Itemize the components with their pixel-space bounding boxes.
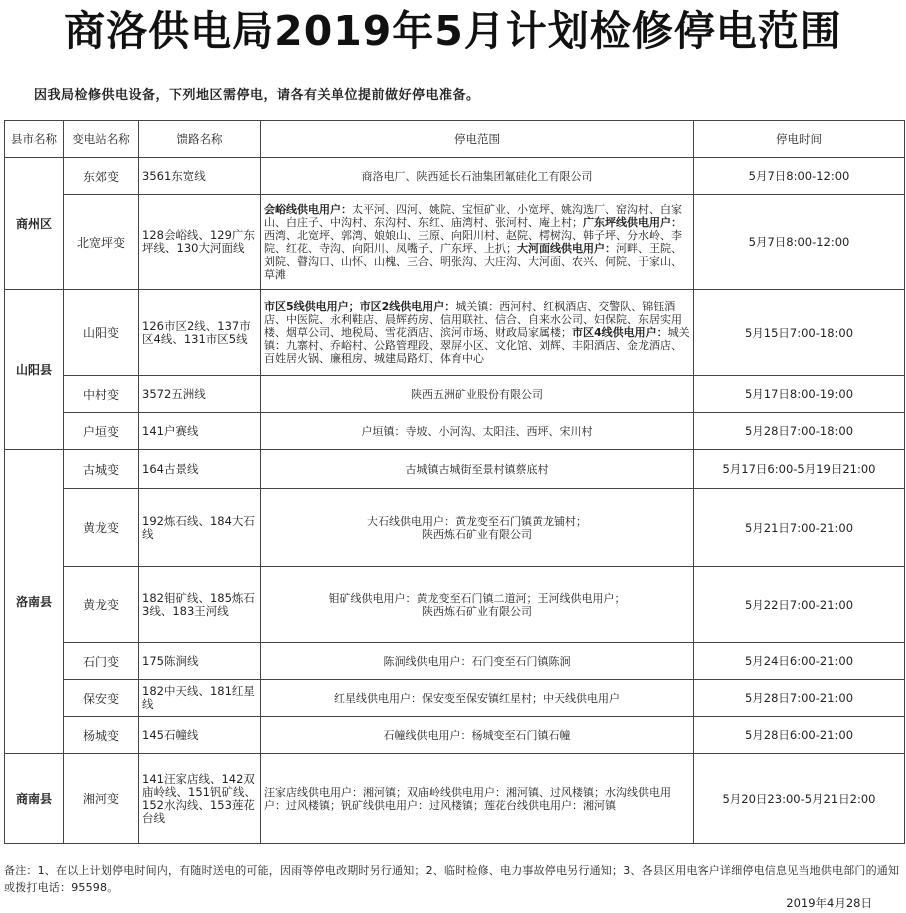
header-line: 馈路名称 <box>139 121 261 158</box>
station-cell: 石门变 <box>64 643 139 680</box>
county-cell: 商州区 <box>5 158 64 290</box>
issue-date: 2019年4月28日 <box>786 896 872 910</box>
scope-text: 陈涧线供电用户：石门变至石门镇陈涧 <box>383 654 571 668</box>
header-scope: 停电范围 <box>261 121 694 158</box>
station-cell: 保安变 <box>64 680 139 717</box>
table-row <box>5 290 905 376</box>
scope-text: 大石线供电用户：黄龙变至石门镇黄龙铺村； <box>367 514 587 528</box>
time-cell: 5月21日7:00-21:00 <box>694 489 905 567</box>
time-cell: 5月17日6:00-5月19日21:00 <box>694 450 905 489</box>
scope-cell <box>261 290 694 376</box>
header-county: 县市名称 <box>5 121 64 158</box>
scope-cell <box>261 717 694 754</box>
scope-text: 陕西炼石矿业有限公司 <box>422 604 532 618</box>
time-cell: 5月28日7:00-18:00 <box>694 413 905 450</box>
station-cell: 黄龙变 <box>64 567 139 643</box>
station-cell: 湘河变 <box>64 754 139 844</box>
scope-text: 商洛电厂、陕西延长石油集团氟硅化工有限公司 <box>361 169 593 183</box>
scope-cell <box>261 413 694 450</box>
table-row <box>5 376 905 413</box>
county-cell: 洛南县 <box>5 450 64 754</box>
scope-text: 太平河、四河、姚院、宝恒矿业、小宽坪、姚沟选厂、窑沟村、白家山、白庄子、中沟村、东沟村、东红、庙湾村、张河村、庵上村； <box>264 203 682 229</box>
station-cell: 山阳变 <box>64 290 139 376</box>
scope-cell <box>261 680 694 717</box>
table-row <box>5 195 905 290</box>
station-cell: 杨城变 <box>64 717 139 754</box>
table-row <box>5 489 905 567</box>
header-time: 停电时间 <box>694 121 905 158</box>
scope-heading: 会峪线供电用户： <box>264 203 352 216</box>
table-row <box>5 450 905 489</box>
scope-cell <box>261 450 694 489</box>
feeder-line-cell: 141汪家店线、142双庙岭线、151钒矿线、152水沟线、153莲花台线 <box>139 754 261 844</box>
scope-heading: 市区4线供电用户： <box>572 326 668 339</box>
station-cell: 户垣变 <box>64 413 139 450</box>
page-title: 商洛供电局2019年5月计划检修停电范围 <box>64 7 842 55</box>
feeder-line-cell: 164古景线 <box>139 450 261 489</box>
time-cell: 5月22日7:00-21:00 <box>694 567 905 643</box>
time-cell: 5月28日6:00-21:00 <box>694 717 905 754</box>
scope-text: 户垣镇：寺坡、小河沟、太阳洼、西坪、宋川村 <box>361 424 593 438</box>
table-row <box>5 158 905 195</box>
feeder-line-cell: 175陈涧线 <box>139 643 261 680</box>
time-cell: 5月15日7:00-18:00 <box>694 290 905 376</box>
table-row <box>5 754 905 844</box>
time-cell: 5月7日8:00-12:00 <box>694 158 905 195</box>
feeder-line-cell: 126市区2线、137市区4线、131市区5线 <box>139 290 261 376</box>
station-cell: 北宽坪变 <box>64 195 139 290</box>
scope-heading: 广东坪线供电用户： <box>583 216 682 229</box>
notes <box>4 862 904 896</box>
station-cell: 古城变 <box>64 450 139 489</box>
scope-cell <box>261 489 694 567</box>
table-header-row <box>5 121 905 158</box>
table-row <box>5 717 905 754</box>
scope-text: 陕西五洲矿业股份有限公司 <box>411 387 543 401</box>
header-station: 变电站名称 <box>64 121 139 158</box>
scope-cell <box>261 643 694 680</box>
scope-cell <box>261 376 694 413</box>
feeder-line-cell: 192炼石线、184大石线 <box>139 489 261 567</box>
scope-text: 红星线供电用户：保安变至保安镇红星村；中天线供电用户 <box>334 691 620 705</box>
scope-heading: 市区5线供电用户；市区2线供电用户： <box>264 300 456 313</box>
feeder-line-cell: 128会峪线、129广东坪线、130大河面线 <box>139 195 261 290</box>
station-cell: 东郊变 <box>64 158 139 195</box>
scope-text: 古城镇古城街至景村镇蔡底村 <box>405 462 549 476</box>
scope-cell <box>261 567 694 643</box>
notes-text: 备注：1、在以上计划停电时间内，有随时送电的可能，因雨等停电改期时另行通知；2、临时检修、电力事故停电另行通知；3、各县区用电客户详细停电信息见当地供电部门的通知或拨打电话：95598。 <box>4 864 900 894</box>
feeder-line-cell: 145石幢线 <box>139 717 261 754</box>
table-row <box>5 567 905 643</box>
intro-text: 因我局检修供电设备，下列地区需停电，请各有关单位提前做好停电准备。 <box>34 88 480 103</box>
time-cell: 5月7日8:00-12:00 <box>694 195 905 290</box>
scope-text: 陕西炼石矿业有限公司 <box>422 527 532 541</box>
scope-text: 汪家店线供电用户：湘河镇；双庙岭线供电用户：湘河镇、过风楼镇；水沟线供电用户：过风楼镇；钒矿线供电用户：过风楼镇；莲花台线供电用户：湘河镇 <box>264 785 671 812</box>
scope-cell <box>261 195 694 290</box>
scope-cell <box>261 754 694 844</box>
time-cell: 5月24日6:00-21:00 <box>694 643 905 680</box>
table-row <box>5 413 905 450</box>
station-cell: 黄龙变 <box>64 489 139 567</box>
scope-text: 河畔、王院、刘院、瞽沟口、山怀、山槐、三合、明张沟、大庄沟、大河面、农兴、何院、于家山、草滩 <box>264 242 682 281</box>
time-cell: 5月17日8:00-19:00 <box>694 376 905 413</box>
feeder-line-cell: 182中天线、181红星线 <box>139 680 261 717</box>
county-cell: 山阳县 <box>5 290 64 450</box>
scope-text: 钼矿线供电用户：黄龙变至石门镇二道河；王河线供电用户； <box>328 591 626 605</box>
scope-text: 城关镇：西河村、红枫酒店、交警队、锦钰酒店、中医院、永利鞋店、晨辉药房、信用联社、信合、自来水公司、妇保院、东居实用楼、烟草公司、地税局、雪花酒店、滨河市场、财政局家属楼； <box>264 300 682 339</box>
station-cell: 中村变 <box>64 376 139 413</box>
scope-text: 石幢线供电用户：杨城变至石门镇石幢 <box>383 728 571 742</box>
scope-cell <box>261 158 694 195</box>
time-cell: 5月20日23:00-5月21日2:00 <box>694 754 905 844</box>
feeder-line-cell: 182钼矿线、185炼石3线、183王河线 <box>139 567 261 643</box>
feeder-line-cell: 141户赛线 <box>139 413 261 450</box>
scope-text: 城关镇：九寨村、乔峪村、公路管理段、翠屏小区、文化馆、刘辉、丰阳酒店、金龙酒店、百姓居火锅、廉租房、城建局路灯、体育中心 <box>264 326 690 365</box>
feeder-line-cell: 3572五洲线 <box>139 376 261 413</box>
time-cell: 5月28日7:00-21:00 <box>694 680 905 717</box>
scope-heading: 大河面线供电用户： <box>517 242 616 255</box>
scope-text: 西湾、北宽坪、郭湾、娘娘山、三原、向阳川村、赵院、樗树沟、韩子坪、分水岭、李院、红花、寺沟、向阳川、凤嘴子、广东坪、上扒； <box>264 229 682 255</box>
feeder-line-cell: 3561东宽线 <box>139 158 261 195</box>
table-row <box>5 680 905 717</box>
table-row <box>5 643 905 680</box>
county-cell: 商南县 <box>5 754 64 844</box>
outage-table <box>4 120 905 844</box>
